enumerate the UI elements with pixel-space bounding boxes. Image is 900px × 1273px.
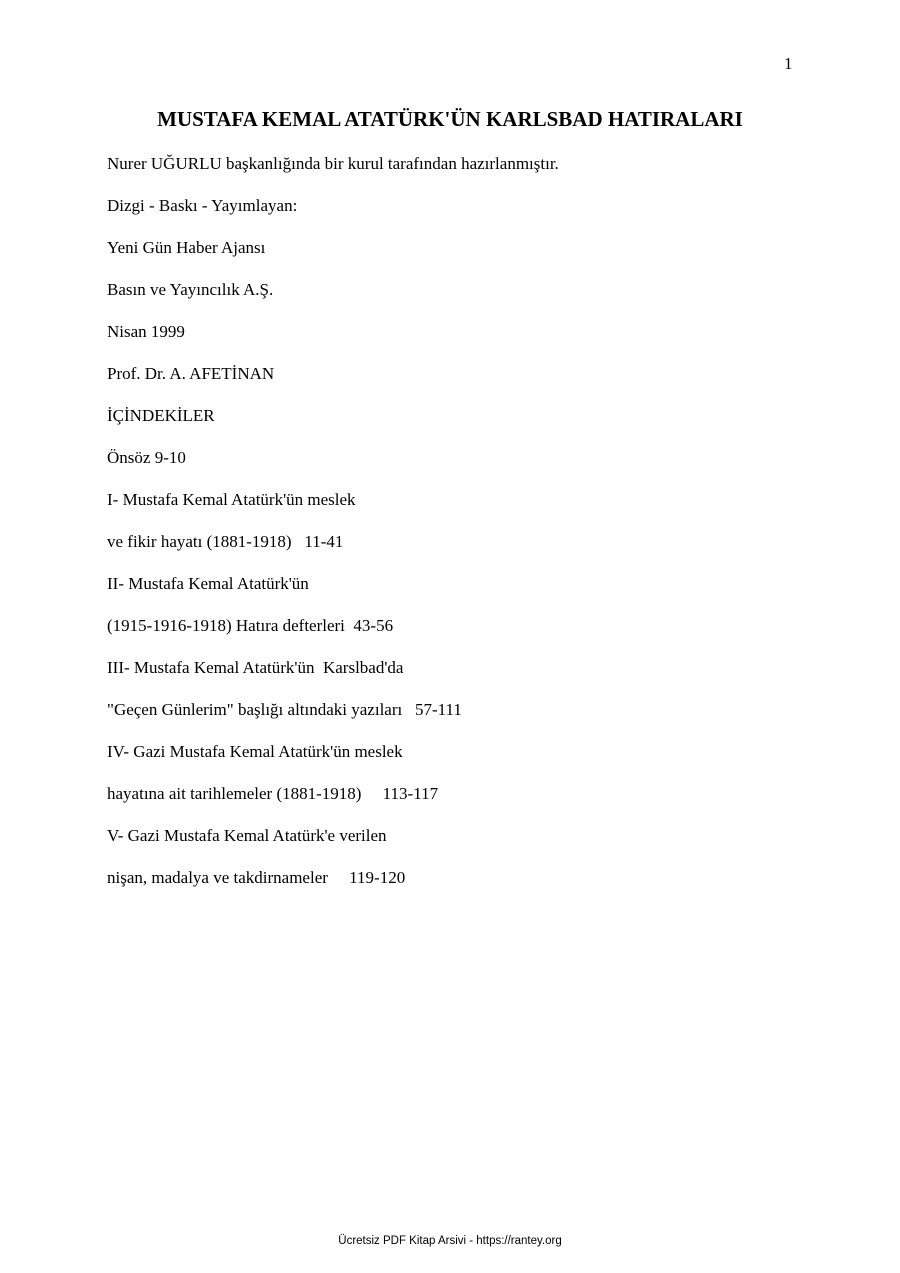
toc-entry: V- Gazi Mustafa Kemal Atatürk'e verilen: [107, 826, 387, 845]
publication-date: Nisan 1999: [107, 322, 185, 341]
document-body: [107, 154, 559, 910]
toc-entry: ve fikir hayatı (1881-1918) 11-41: [107, 532, 344, 551]
toc-entry: Önsöz 9-10: [107, 448, 186, 467]
footer-note: Ücretsiz PDF Kitap Arsivi - https://rantey.org: [338, 1235, 562, 1247]
publisher-label: Dizgi - Baskı - Yayımlayan:: [107, 196, 298, 215]
page-number: 1: [784, 54, 793, 73]
credit-line: Nurer UĞURLU başkanlığında bir kurul tarafından hazırlanmıştır.: [107, 154, 559, 173]
toc-entry: "Geçen Günlerim" başlığı altındaki yazıları 57-111: [107, 700, 462, 719]
toc-entry: II- Mustafa Kemal Atatürk'ün: [107, 574, 309, 593]
publisher-company: Basın ve Yayıncılık A.Ş.: [107, 280, 274, 299]
toc-entry: nişan, madalya ve takdirnameler 119-120: [107, 868, 406, 887]
toc-entry: (1915-1916-1918) Hatıra defterleri 43-56: [107, 616, 394, 635]
document-title: MUSTAFA KEMAL ATATÜRK'ÜN KARLSBAD HATIRALARI: [157, 107, 743, 131]
toc-entry: III- Mustafa Kemal Atatürk'ün Karslbad'da: [107, 658, 404, 677]
author-name: Prof. Dr. A. AFETİNAN: [107, 364, 275, 383]
toc-entry: IV- Gazi Mustafa Kemal Atatürk'ün meslek: [107, 742, 403, 761]
toc-entry: I- Mustafa Kemal Atatürk'ün meslek: [107, 490, 356, 509]
toc-entry: hayatına ait tarihlemeler (1881-1918) 113-117: [107, 784, 439, 803]
publisher-name: Yeni Gün Haber Ajansı: [107, 238, 266, 257]
toc-heading: İÇİNDEKİLER: [107, 406, 215, 425]
